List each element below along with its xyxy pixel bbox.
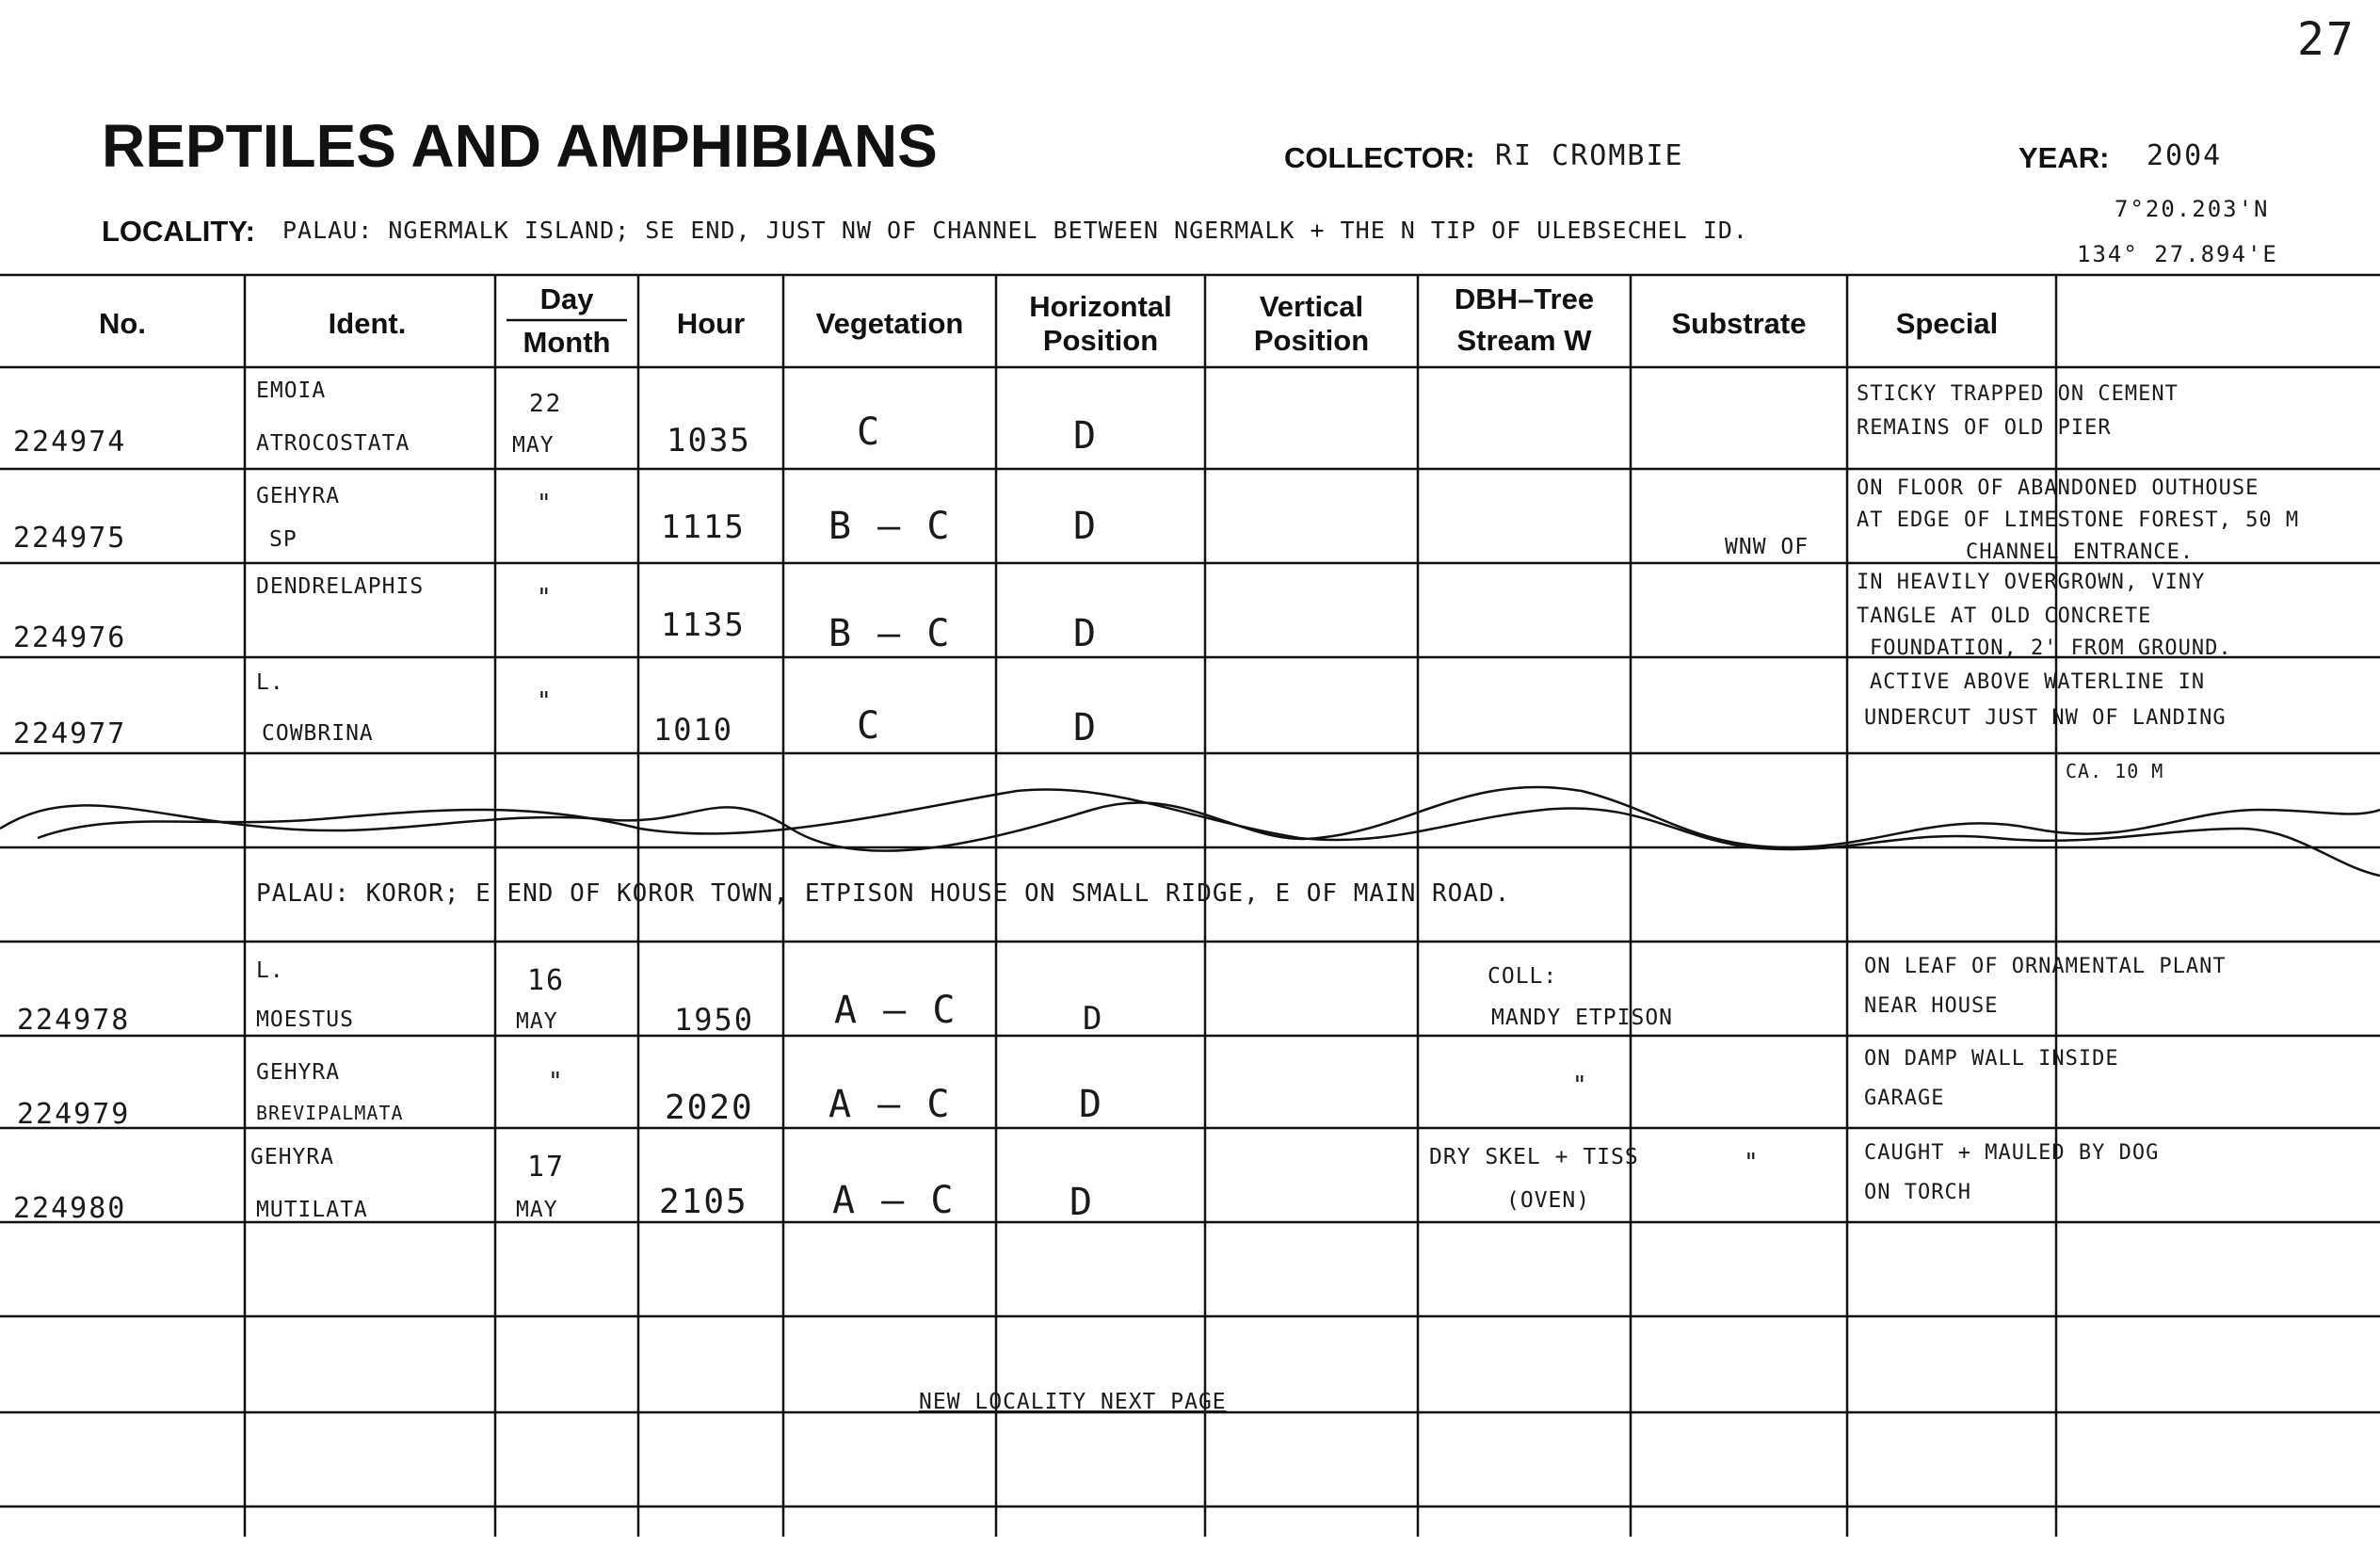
column-header-dbh-1: DBH–Tree	[1454, 282, 1595, 315]
special-note: NEAR HOUSE	[1864, 994, 1999, 1018]
specimen-number: 224978	[17, 1004, 131, 1037]
ident-species: SP	[269, 527, 298, 552]
column-header-vegetation: Vegetation	[815, 307, 964, 340]
special-note: ON DAMP WALL INSIDE	[1864, 1047, 2119, 1071]
specimen-number: 224975	[13, 522, 127, 555]
special-note: ON TORCH	[1864, 1181, 1971, 1204]
special-note: AT EDGE OF LIMESTONE FOREST, 50 M	[1857, 508, 2300, 532]
dbh-value: DRY SKEL + TISS	[1429, 1145, 1639, 1169]
vegetation-value: B – C	[828, 612, 952, 655]
special-note: UNDERCUT JUST NW OF LANDING	[1864, 706, 2227, 730]
dbh-value: MANDY ETPISON	[1491, 1006, 1674, 1030]
column-header-substrate: Substrate	[1671, 307, 1807, 340]
latitude-value: 7°20.203'N	[2115, 196, 2270, 222]
special-note: CA. 10 M	[2066, 760, 2164, 782]
vegetation-value: A – C	[832, 1179, 956, 1222]
special-note: GARAGE	[1864, 1087, 1945, 1110]
hour-value: 1035	[667, 422, 751, 459]
specimen-number: 224979	[17, 1098, 131, 1131]
column-header-month: Month	[523, 326, 611, 359]
second-locality: PALAU: KOROR; E END OF KOROR TOWN, ETPISON HOUSE ON SMALL RIDGE, E OF MAIN ROAD.	[256, 879, 1511, 908]
vegetation-value: A – C	[834, 989, 957, 1032]
special-note: CHANNEL ENTRANCE.	[1966, 540, 2195, 564]
page-number: 27	[2297, 13, 2356, 66]
day-value: "	[537, 490, 554, 518]
special-note: ON LEAF OF ORNAMENTAL PLANT	[1864, 955, 2227, 978]
column-header-ident: Ident.	[328, 307, 407, 340]
hour-value: 1950	[674, 1002, 755, 1038]
horizontal-position-value: D	[1083, 1000, 1104, 1038]
hour-value: 1115	[661, 508, 746, 546]
column-header-horizontal-position-1: Horizontal	[1029, 290, 1172, 323]
special-note: STICKY TRAPPED ON CEMENT	[1857, 382, 2179, 406]
column-header-horizontal-position-2: Position	[1042, 324, 1159, 357]
longitude-value: 134° 27.894'E	[2077, 241, 2278, 267]
dbh-value: (OVEN)	[1506, 1188, 1591, 1213]
year-value: 2004	[2147, 139, 2223, 172]
horizontal-position-value: D	[1073, 612, 1099, 655]
day-value: 16	[527, 964, 566, 997]
vegetation-value: A – C	[828, 1083, 952, 1126]
day-value: "	[537, 584, 554, 612]
collector-label: COLLECTOR:	[1284, 141, 1475, 174]
specimen-number: 224974	[13, 426, 127, 459]
special-note: TANGLE AT OLD CONCRETE	[1857, 604, 2152, 628]
horizontal-position-value: D	[1079, 1083, 1104, 1126]
special-note: IN HEAVILY OVERGROWN, VINY	[1857, 571, 2206, 594]
hour-value: 2020	[665, 1088, 754, 1127]
special-note: REMAINS OF OLD PIER	[1857, 416, 2112, 440]
ident-species: MUTILATA	[256, 1198, 368, 1222]
vegetation-value: C	[857, 411, 882, 454]
ident-genus: GEHYRA	[256, 484, 341, 508]
hour-value: 2105	[659, 1183, 748, 1221]
horizontal-position-value: D	[1069, 1181, 1095, 1224]
column-header-special: Special	[1895, 307, 1999, 340]
ident-genus: GEHYRA	[250, 1145, 335, 1169]
ident-genus: DENDRELAPHIS	[256, 574, 425, 599]
ident-species: BREVIPALMATA	[256, 1102, 404, 1124]
ident-genus: GEHYRA	[256, 1060, 341, 1085]
column-header-vertical-position-1: Vertical	[1259, 290, 1364, 323]
year-label: YEAR:	[2018, 141, 2110, 174]
day-value: 17	[527, 1151, 566, 1184]
footer-note: NEW LOCALITY NEXT PAGE	[919, 1390, 1227, 1414]
vegetation-value: B – C	[828, 505, 952, 548]
specimen-number: 224976	[13, 621, 127, 654]
ident-species: MOESTUS	[256, 1007, 354, 1032]
dbh-value: COLL:	[1488, 964, 1558, 989]
month-value: MAY	[516, 1009, 558, 1034]
dbh-ditto: "	[1572, 1072, 1589, 1100]
special-note: CAUGHT + MAULED BY DOG	[1864, 1141, 2160, 1165]
ident-species: ATROCOSTATA	[256, 431, 410, 456]
special-note: ACTIVE ABOVE WATERLINE IN	[1870, 670, 2206, 694]
vegetation-value: C	[857, 704, 882, 748]
ident-genus: L.	[256, 959, 284, 983]
special-note: ON FLOOR OF ABANDONED OUTHOUSE	[1857, 476, 2259, 500]
column-header-dbh-2: Stream W	[1456, 324, 1592, 357]
column-header-no: No.	[99, 307, 146, 340]
month-value: MAY	[512, 433, 555, 458]
column-header-hour: Hour	[676, 307, 746, 340]
collector-value: RI CROMBIE	[1495, 139, 1684, 172]
ident-species: COWBRINA	[262, 721, 374, 746]
horizontal-position-value: D	[1073, 706, 1099, 749]
month-value: MAY	[516, 1198, 558, 1222]
day-value: "	[537, 687, 554, 716]
horizontal-position-value: D	[1073, 505, 1099, 548]
form-title: REPTILES AND AMPHIBIANS	[102, 112, 938, 180]
substrate-value: WNW OF	[1725, 535, 1809, 559]
column-header-vertical-position-2: Position	[1253, 324, 1370, 357]
dbh-ditto: "	[1744, 1149, 1761, 1177]
column-header-day: Day	[539, 282, 594, 315]
locality-value: PALAU: NGERMALK ISLAND; SE END, JUST NW OF CHANNEL BETWEEN NGERMALK + THE N TIP OF ULEBSECHEL ID.	[282, 217, 1748, 244]
horizontal-position-value: D	[1073, 414, 1099, 458]
hour-value: 1010	[653, 712, 734, 748]
day-value: 22	[529, 390, 563, 418]
locality-label: LOCALITY:	[102, 215, 256, 248]
ident-genus: EMOIA	[256, 379, 327, 403]
hour-value: 1135	[661, 606, 746, 644]
day-value: "	[548, 1068, 565, 1096]
ident-genus: L.	[256, 670, 284, 695]
specimen-number: 224980	[13, 1192, 127, 1225]
specimen-number: 224977	[13, 717, 127, 750]
special-note: FOUNDATION, 2' FROM GROUND.	[1870, 636, 2232, 660]
